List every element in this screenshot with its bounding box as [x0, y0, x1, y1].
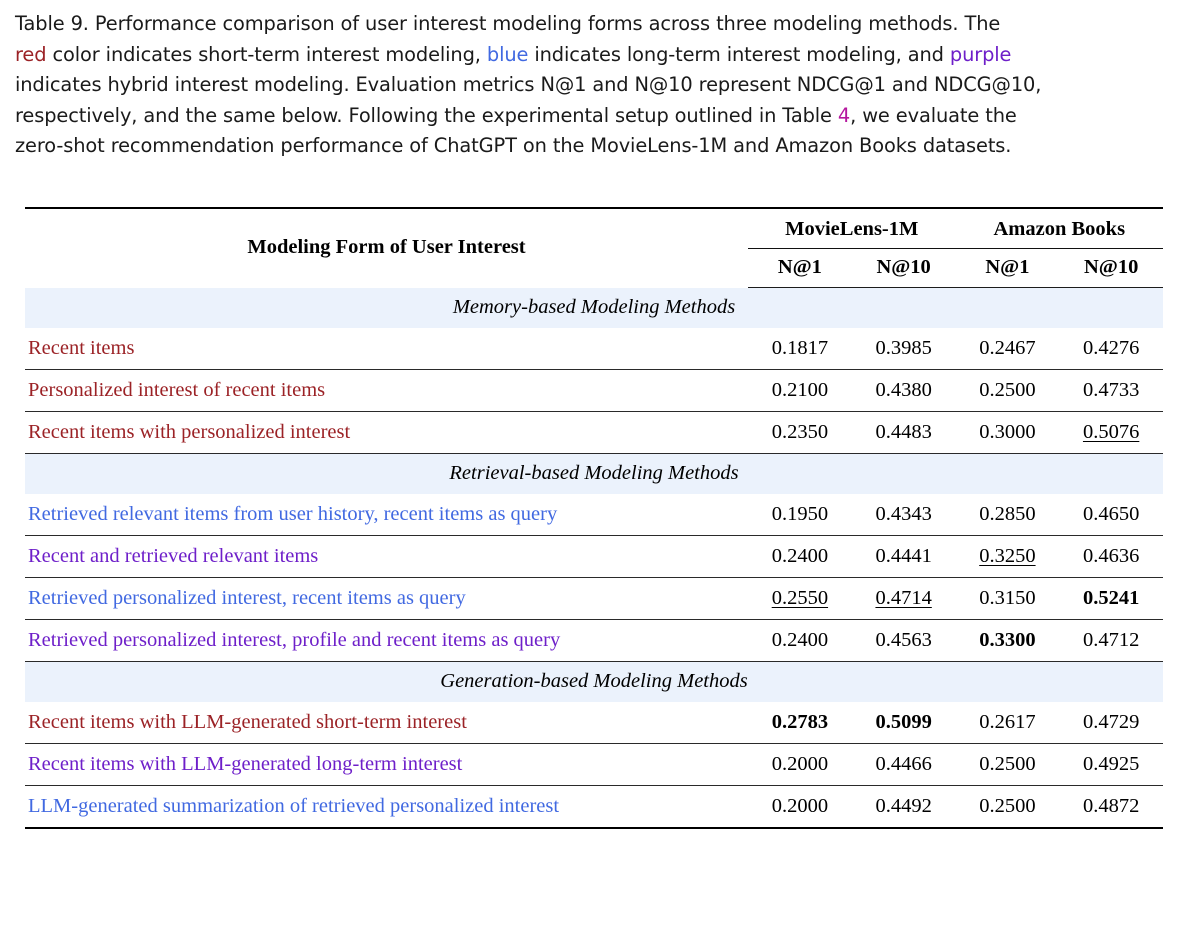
header-group-row — [25, 208, 1163, 249]
metric-value: 0.2617 — [956, 702, 1060, 744]
metric-value: 0.2400 — [748, 536, 852, 578]
row-label: Retrieved relevant items from user history, recent items as query — [25, 494, 748, 536]
column-header-modeling-form: Modeling Form of User Interest — [25, 208, 748, 288]
caption-line-4 — [15, 101, 1182, 132]
table-row — [25, 744, 1163, 786]
metric-value: 0.5099 — [852, 702, 956, 744]
caption-text: , we evaluate the — [850, 103, 1017, 127]
table-row — [25, 412, 1163, 454]
caption-blue-keyword: blue — [486, 42, 529, 66]
table-row — [25, 370, 1163, 412]
caption-text: respectively, and the same below. Following the experimental setup outlined in Table — [15, 103, 838, 127]
table-body — [25, 288, 1163, 829]
caption-line-5 — [15, 131, 1182, 162]
section-header-row — [25, 288, 1163, 329]
metric-value: 0.4650 — [1059, 494, 1163, 536]
table-row — [25, 328, 1163, 370]
row-label: LLM-generated summarization of retrieved personalized interest — [25, 786, 748, 829]
table-row — [25, 786, 1163, 829]
column-group-amazon-books: Amazon Books — [956, 208, 1164, 249]
metric-value: 0.3250 — [956, 536, 1060, 578]
table-head — [25, 208, 1163, 288]
row-label: Recent items with LLM-generated long-term interest — [25, 744, 748, 786]
section-header-row — [25, 454, 1163, 495]
table-row — [25, 578, 1163, 620]
metric-value: 0.3150 — [956, 578, 1060, 620]
section-title: Memory-based Modeling Methods — [25, 288, 1163, 329]
table-row — [25, 536, 1163, 578]
metric-value: 0.4714 — [852, 578, 956, 620]
section-title: Retrieval-based Modeling Methods — [25, 454, 1163, 495]
caption-line-1 — [15, 9, 1182, 40]
row-label: Recent items with personalized interest — [25, 412, 748, 454]
row-label: Recent items — [25, 328, 748, 370]
table-row — [25, 702, 1163, 744]
column-header-amazon-n1: N@1 — [956, 249, 1060, 288]
row-label: Retrieved personalized interest, profile and recent items as query — [25, 620, 748, 662]
row-label: Recent items with LLM-generated short-term interest — [25, 702, 748, 744]
caption-text: indicates hybrid interest modeling. Evaluation metrics N@1 and N@10 represent NDCG@1 and NDCG@10, — [15, 73, 1042, 97]
caption-purple-keyword: purple — [949, 42, 1012, 66]
metric-value: 0.5076 — [1059, 412, 1163, 454]
caption-line-3 — [15, 70, 1182, 101]
metric-value: 0.4563 — [852, 620, 956, 662]
metric-value: 0.1817 — [748, 328, 852, 370]
metric-value: 0.4380 — [852, 370, 956, 412]
performance-comparison-table — [25, 207, 1163, 829]
table-row — [25, 620, 1163, 662]
table-container — [25, 207, 1163, 829]
metric-value: 0.2400 — [748, 620, 852, 662]
table-row — [25, 494, 1163, 536]
row-label: Personalized interest of recent items — [25, 370, 748, 412]
column-header-movielens-n1: N@1 — [748, 249, 852, 288]
section-header-row — [25, 662, 1163, 703]
metric-value: 0.2000 — [748, 786, 852, 829]
metric-value: 0.4483 — [852, 412, 956, 454]
caption-text: color indicates short-term interest modeling, — [46, 42, 487, 66]
row-label: Retrieved personalized interest, recent items as query — [25, 578, 748, 620]
metric-value: 0.4636 — [1059, 536, 1163, 578]
metric-value: 0.4441 — [852, 536, 956, 578]
metric-value: 0.4872 — [1059, 786, 1163, 829]
metric-value: 0.2850 — [956, 494, 1060, 536]
metric-value: 0.4712 — [1059, 620, 1163, 662]
metric-value: 0.1950 — [748, 494, 852, 536]
metric-value: 0.2350 — [748, 412, 852, 454]
metric-value: 0.4925 — [1059, 744, 1163, 786]
row-label: Recent and retrieved relevant items — [25, 536, 748, 578]
table-caption — [15, 9, 1182, 162]
metric-value: 0.2550 — [748, 578, 852, 620]
metric-value: 0.4729 — [1059, 702, 1163, 744]
section-title: Generation-based Modeling Methods — [25, 662, 1163, 703]
metric-value: 0.4276 — [1059, 328, 1163, 370]
column-header-movielens-n10: N@10 — [852, 249, 956, 288]
metric-value: 0.3985 — [852, 328, 956, 370]
metric-value: 0.2783 — [748, 702, 852, 744]
metric-value: 0.2467 — [956, 328, 1060, 370]
metric-value: 0.2500 — [956, 786, 1060, 829]
column-group-movielens: MovieLens-1M — [748, 208, 956, 249]
metric-value: 0.2500 — [956, 744, 1060, 786]
metric-value: 0.5241 — [1059, 578, 1163, 620]
metric-value: 0.3000 — [956, 412, 1060, 454]
caption-red-keyword: red — [15, 42, 47, 66]
metric-value: 0.4466 — [852, 744, 956, 786]
metric-value: 0.3300 — [956, 620, 1060, 662]
metric-value: 0.2000 — [748, 744, 852, 786]
metric-value: 0.2100 — [748, 370, 852, 412]
metric-value: 0.4343 — [852, 494, 956, 536]
column-header-amazon-n10: N@10 — [1059, 249, 1163, 288]
metric-value: 0.4733 — [1059, 370, 1163, 412]
caption-text: indicates long-term interest modeling, and — [528, 42, 950, 66]
caption-table-reference[interactable]: 4 — [837, 103, 851, 127]
caption-text: Table 9. Performance comparison of user interest modeling forms across three modeling methods. The — [15, 12, 1001, 35]
caption-text: zero-shot recommendation performance of ChatGPT on the MovieLens-1M and Amazon Books datasets. — [15, 134, 1012, 158]
caption-line-2 — [15, 40, 1182, 71]
metric-value: 0.4492 — [852, 786, 956, 829]
metric-value: 0.2500 — [956, 370, 1060, 412]
